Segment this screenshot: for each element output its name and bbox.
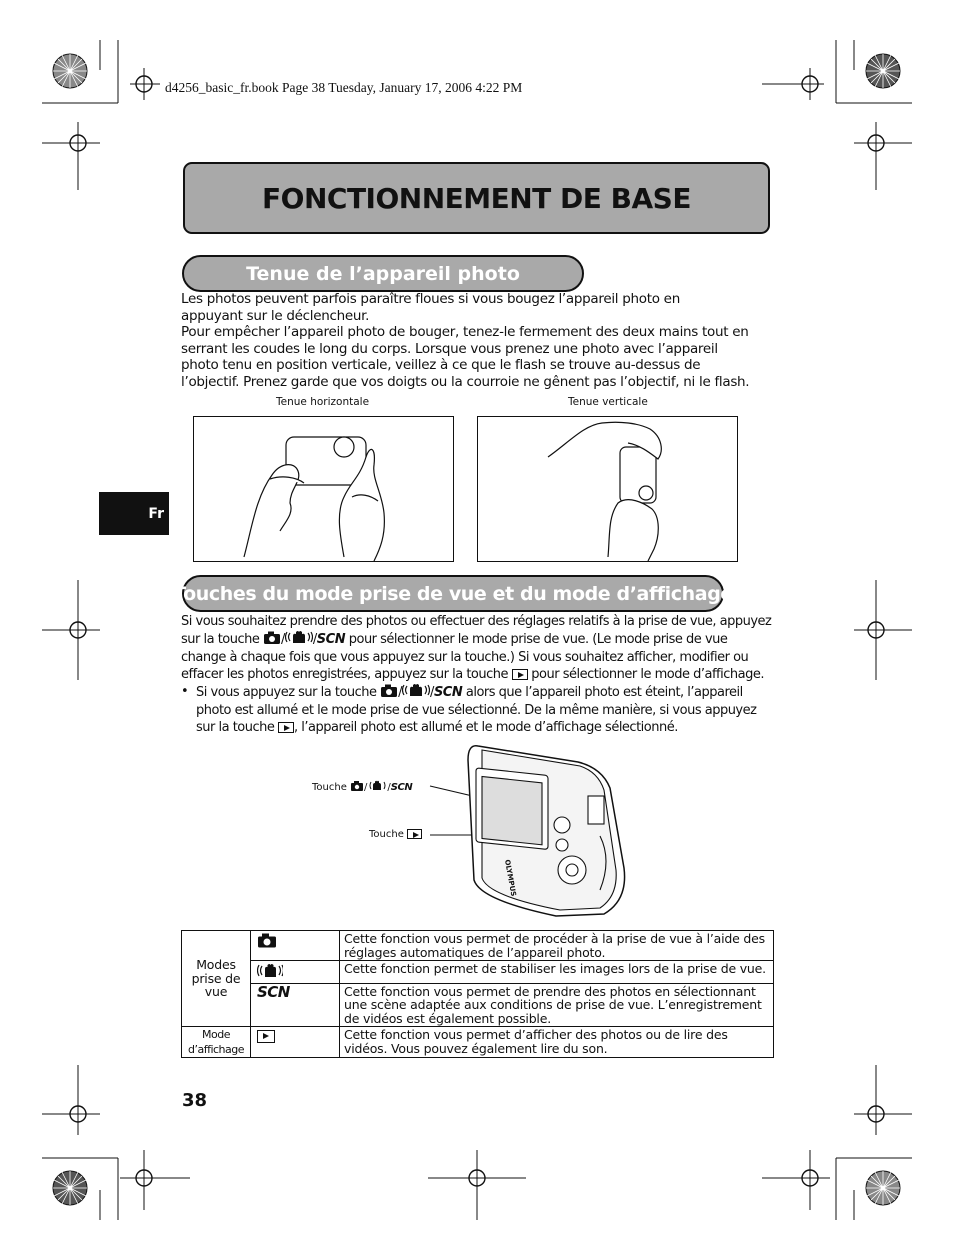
table-row bbox=[182, 983, 774, 1027]
bullet-item: • Si vous appuyez sur la touche / /SCN alors que l’appareil photo est éteint, l’appareil photo est allumé et le mode prise de vue sélectionné. De la même manière, si vous appuyez sur la touche , l’appareil photo est allumé et le mode d’affichage sélectionné. bbox=[181, 684, 757, 735]
mode-icon-cell bbox=[251, 931, 340, 961]
stabilizer-hand-icon bbox=[285, 630, 313, 649]
mode-description: Cette fonction vous permet de procéder à la prise de vue à l’aide des réglages automatiques de l’appareil photo. bbox=[340, 931, 774, 961]
text-line: Les photos peuvent parfois paraître floues si vous bougez l’appareil photo en bbox=[181, 291, 680, 307]
camera-icon bbox=[257, 933, 277, 951]
text-line: photo est allumé et le mode prise de vue sélectionné. De la même manière, si vous appuyez bbox=[196, 703, 757, 718]
playback-icon bbox=[278, 722, 294, 733]
callout-shooting-button: Touche / /SCN bbox=[312, 782, 413, 793]
page-title-box bbox=[183, 162, 770, 234]
playback-icon bbox=[512, 669, 528, 680]
mode-description: Cette fonction permet de stabiliser les images lors de la prise de vue. bbox=[340, 961, 774, 984]
group-label-playback: Mode d’affichage bbox=[182, 1027, 251, 1058]
caption-horizontal: Tenue horizontale bbox=[276, 396, 370, 408]
text-line: serrant les coudes le long du corps. Lorsque vous prenez une photo avec l’appareil bbox=[181, 340, 718, 357]
camera-icon bbox=[263, 631, 281, 649]
table-row bbox=[182, 961, 774, 984]
camera-icon bbox=[350, 780, 364, 794]
mode-description: Cette fonction vous permet d’afficher des photos ou de lire des vidéos. Vous pouvez également lire du son. bbox=[340, 1027, 774, 1058]
group-label-shooting: Modes prise de vue bbox=[182, 931, 251, 1027]
camera-icon bbox=[380, 684, 398, 702]
mode-table bbox=[181, 930, 774, 1058]
text-line: change à chaque fois que vous appuyez sur la touche.) Si vous souhaitez afficher, modifier ou bbox=[181, 650, 749, 665]
mode-icon-cell bbox=[251, 1027, 340, 1058]
text-line: Pour empêcher l’appareil photo de bouger, tenez-le fermement des deux mains tout en bbox=[181, 324, 749, 340]
text-line: sur la touche / /SCN pour sélectionner le mode prise de vue. (Le mode prise de vue bbox=[181, 632, 728, 647]
text-line: effacer les photos enregistrées, appuyez sur la touche pour sélectionner le mode d’affichage. bbox=[181, 667, 764, 682]
text-line: sur la touche , l’appareil photo est allumé et le mode d’affichage sélectionné. bbox=[196, 720, 678, 735]
mode-icon-cell bbox=[251, 983, 340, 1027]
playback-icon bbox=[257, 1030, 275, 1043]
hands-vertical-illustration bbox=[478, 417, 737, 561]
scn-icon: SCN bbox=[316, 632, 346, 647]
page-title: FONCTIONNEMENT DE BASE bbox=[262, 181, 691, 215]
table-row bbox=[182, 1027, 774, 1058]
scn-icon: SCN bbox=[390, 782, 413, 793]
section-heading-holding-camera: Tenue de l’appareil photo bbox=[182, 255, 584, 292]
illustration-horizontal-grip bbox=[193, 416, 454, 562]
callout-playback-button: Touche bbox=[369, 829, 422, 840]
section-heading-mode-buttons: Touches du mode prise de vue et du mode d’affichage bbox=[182, 575, 724, 612]
scn-icon: SCN bbox=[257, 982, 290, 1001]
camera-back-illustration bbox=[420, 740, 630, 925]
caption-vertical: Tenue verticale bbox=[568, 396, 648, 408]
mode-buttons-paragraph bbox=[181, 613, 781, 736]
stabilizer-hand-icon bbox=[257, 963, 283, 981]
text-line: l’objectif. Prenez garde que vos doigts ou la courroie ne gênent pas l’objectif, ni le flash. bbox=[181, 373, 750, 390]
text-line: appuyant sur le déclencheur. bbox=[181, 307, 370, 324]
scn-icon: SCN bbox=[433, 685, 463, 700]
text-line: Si vous souhaitez prendre des photos ou effectuer des réglages relatifs à la prise de vue, appuyez bbox=[181, 614, 772, 629]
text-line: Si vous appuyez sur la touche / /SCN alors que l’appareil photo est éteint, l’appareil bbox=[196, 685, 743, 700]
mode-description: Cette fonction vous permet de prendre des photos en sélectionnant une scène adaptée aux conditions de prise de vue. L’enregistrement de vidéos est également possible. bbox=[340, 983, 774, 1027]
stabilizer-hand-icon bbox=[402, 683, 430, 702]
page-number: 38 bbox=[182, 1090, 208, 1111]
illustration-vertical-grip bbox=[477, 416, 738, 562]
text-line: photo tenu en position verticale, veillez à ce que le flash se trouve au-dessus de bbox=[181, 357, 701, 373]
table-row bbox=[182, 931, 774, 961]
camera-brand-label: OLYMPUS bbox=[503, 858, 518, 898]
book-header-line: d4256_basic_fr.book Page 38 Tuesday, January 17, 2006 4:22 PM bbox=[165, 80, 523, 95]
mode-icon-cell bbox=[251, 961, 340, 984]
hands-horizontal-illustration bbox=[194, 417, 453, 561]
stabilizer-hand-icon bbox=[367, 780, 387, 794]
language-tab: Fr bbox=[99, 492, 169, 535]
holding-paragraph bbox=[181, 291, 781, 390]
